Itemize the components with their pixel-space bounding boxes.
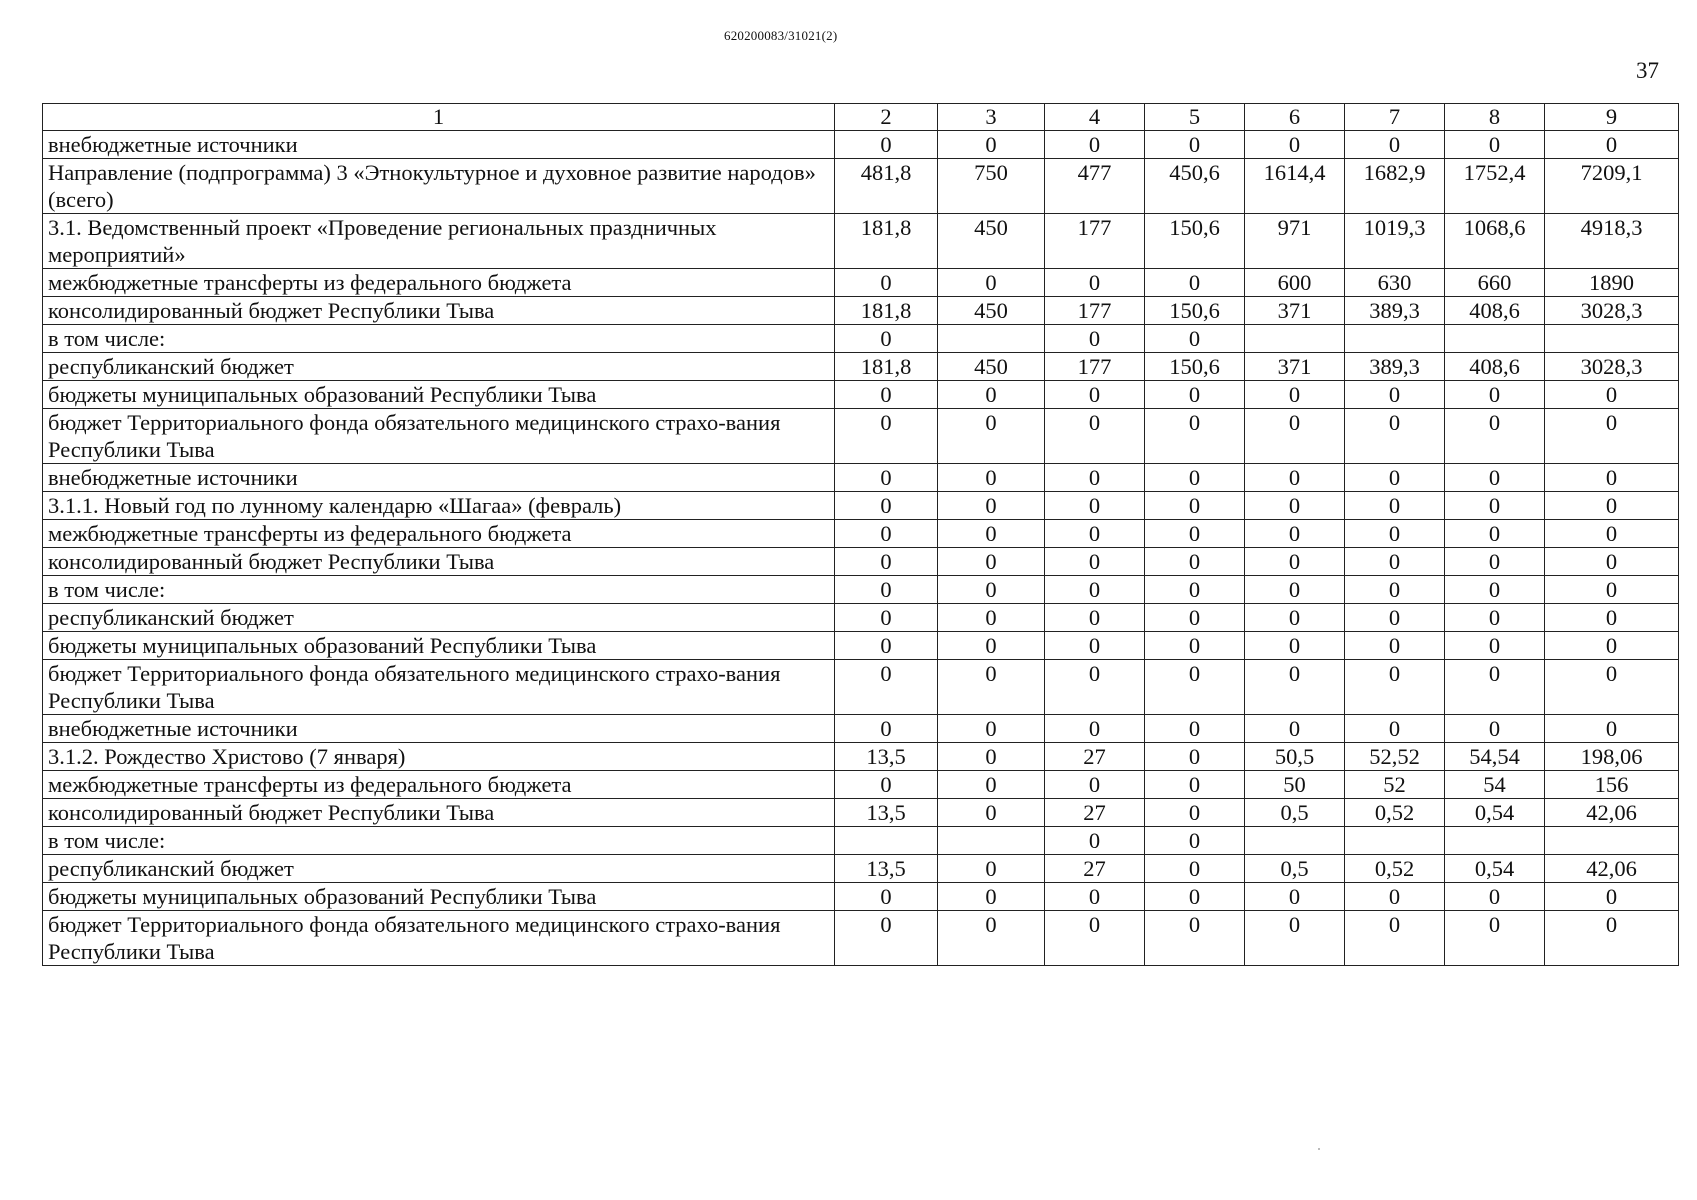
value-cell: 0 bbox=[835, 576, 938, 604]
value-cell: 389,3 bbox=[1345, 353, 1445, 381]
value-cell: 0 bbox=[1445, 131, 1545, 159]
header-cell: 6 bbox=[1245, 104, 1345, 131]
value-cell: 0 bbox=[1245, 409, 1345, 464]
value-cell bbox=[1545, 827, 1679, 855]
value-cell: 0 bbox=[1145, 548, 1245, 576]
value-cell: 0 bbox=[835, 269, 938, 297]
value-cell: 0 bbox=[835, 548, 938, 576]
row-label: республиканский бюджет bbox=[43, 353, 835, 381]
value-cell: 0 bbox=[1245, 464, 1345, 492]
table-row bbox=[43, 464, 1679, 492]
value-cell: 0 bbox=[1545, 632, 1679, 660]
value-cell: 0 bbox=[938, 131, 1045, 159]
table-row bbox=[43, 325, 1679, 353]
row-label: Направление (подпрограмма) 3 «Этнокультурное и духовное развитие народов» (всего) bbox=[43, 159, 835, 214]
value-cell: 181,8 bbox=[835, 353, 938, 381]
table-row bbox=[43, 381, 1679, 409]
value-cell: 0 bbox=[835, 520, 938, 548]
value-cell: 0 bbox=[1545, 715, 1679, 743]
row-label: внебюджетные источники bbox=[43, 464, 835, 492]
header-cell: 7 bbox=[1345, 104, 1445, 131]
value-cell: 0 bbox=[1145, 799, 1245, 827]
value-cell: 13,5 bbox=[835, 855, 938, 883]
value-cell: 0 bbox=[938, 743, 1045, 771]
value-cell: 0 bbox=[1345, 520, 1445, 548]
value-cell: 0 bbox=[938, 576, 1045, 604]
scan-speck bbox=[1318, 1148, 1320, 1150]
value-cell: 0 bbox=[1045, 911, 1145, 966]
table-row bbox=[43, 827, 1679, 855]
table-row bbox=[43, 297, 1679, 325]
value-cell: 0 bbox=[1045, 576, 1145, 604]
table-row bbox=[43, 576, 1679, 604]
value-cell: 0 bbox=[835, 660, 938, 715]
value-cell: 660 bbox=[1445, 269, 1545, 297]
header-cell: 1 bbox=[43, 104, 835, 131]
value-cell: 0 bbox=[1445, 548, 1545, 576]
row-label: межбюджетные трансферты из федерального бюджета bbox=[43, 771, 835, 799]
value-cell: 181,8 bbox=[835, 214, 938, 269]
value-cell: 0 bbox=[1345, 576, 1445, 604]
value-cell: 0 bbox=[1545, 883, 1679, 911]
value-cell: 52 bbox=[1345, 771, 1445, 799]
value-cell: 0 bbox=[938, 799, 1045, 827]
value-cell: 371 bbox=[1245, 297, 1345, 325]
value-cell: 0 bbox=[1145, 492, 1245, 520]
value-cell: 3028,3 bbox=[1545, 297, 1679, 325]
value-cell: 50 bbox=[1245, 771, 1345, 799]
page-number: 37 bbox=[1636, 58, 1659, 83]
value-cell: 600 bbox=[1245, 269, 1345, 297]
value-cell: 0 bbox=[1145, 269, 1245, 297]
value-cell: 0 bbox=[1545, 464, 1679, 492]
value-cell: 0 bbox=[1145, 604, 1245, 632]
value-cell: 0 bbox=[1045, 325, 1145, 353]
value-cell: 0 bbox=[1145, 855, 1245, 883]
value-cell: 0 bbox=[1445, 409, 1545, 464]
value-cell: 0 bbox=[1245, 131, 1345, 159]
value-cell: 150,6 bbox=[1145, 353, 1245, 381]
value-cell bbox=[1245, 325, 1345, 353]
value-cell: 0 bbox=[1045, 492, 1145, 520]
row-label: бюджеты муниципальных образований Республики Тыва bbox=[43, 381, 835, 409]
value-cell: 0 bbox=[1145, 883, 1245, 911]
value-cell: 0 bbox=[938, 604, 1045, 632]
value-cell: 50,5 bbox=[1245, 743, 1345, 771]
value-cell: 0 bbox=[835, 911, 938, 966]
value-cell: 0 bbox=[835, 464, 938, 492]
value-cell: 408,6 bbox=[1445, 297, 1545, 325]
value-cell: 0 bbox=[938, 771, 1045, 799]
table-row bbox=[43, 159, 1679, 214]
value-cell: 52,52 bbox=[1345, 743, 1445, 771]
row-label: бюджеты муниципальных образований Республики Тыва bbox=[43, 632, 835, 660]
value-cell: 408,6 bbox=[1445, 353, 1545, 381]
value-cell: 42,06 bbox=[1545, 855, 1679, 883]
value-cell: 0 bbox=[1345, 911, 1445, 966]
value-cell: 0 bbox=[1145, 771, 1245, 799]
table-row bbox=[43, 604, 1679, 632]
value-cell: 0 bbox=[1545, 131, 1679, 159]
value-cell: 0 bbox=[1145, 464, 1245, 492]
row-label: бюджет Территориального фонда обязательного медицинского страхо-вания Республики Тыва bbox=[43, 911, 835, 966]
value-cell: 481,8 bbox=[835, 159, 938, 214]
value-cell: 1890 bbox=[1545, 269, 1679, 297]
value-cell: 750 bbox=[938, 159, 1045, 214]
row-label: консолидированный бюджет Республики Тыва bbox=[43, 548, 835, 576]
value-cell: 0 bbox=[938, 911, 1045, 966]
value-cell: 0 bbox=[1545, 548, 1679, 576]
row-label: в том числе: bbox=[43, 576, 835, 604]
table-row bbox=[43, 409, 1679, 464]
value-cell: 0 bbox=[835, 492, 938, 520]
value-cell: 0 bbox=[1145, 576, 1245, 604]
value-cell: 0 bbox=[1445, 715, 1545, 743]
table-row bbox=[43, 799, 1679, 827]
value-cell: 0 bbox=[835, 381, 938, 409]
value-cell: 0 bbox=[938, 381, 1045, 409]
value-cell: 0 bbox=[835, 325, 938, 353]
value-cell bbox=[835, 827, 938, 855]
value-cell bbox=[1445, 827, 1545, 855]
value-cell: 0 bbox=[1545, 911, 1679, 966]
value-cell: 0,52 bbox=[1345, 799, 1445, 827]
table-row bbox=[43, 632, 1679, 660]
value-cell bbox=[938, 325, 1045, 353]
value-cell: 0 bbox=[1245, 632, 1345, 660]
value-cell: 27 bbox=[1045, 743, 1145, 771]
value-cell: 0 bbox=[1145, 632, 1245, 660]
value-cell: 0 bbox=[1345, 492, 1445, 520]
value-cell: 0 bbox=[1345, 409, 1445, 464]
value-cell: 0 bbox=[938, 883, 1045, 911]
row-label: межбюджетные трансферты из федерального бюджета bbox=[43, 520, 835, 548]
budget-table bbox=[42, 103, 1679, 966]
header-cell: 8 bbox=[1445, 104, 1545, 131]
value-cell: 0 bbox=[1545, 409, 1679, 464]
table-row bbox=[43, 883, 1679, 911]
value-cell: 450 bbox=[938, 214, 1045, 269]
value-cell: 1068,6 bbox=[1445, 214, 1545, 269]
row-label: в том числе: bbox=[43, 325, 835, 353]
value-cell: 0 bbox=[1445, 464, 1545, 492]
value-cell: 0 bbox=[1445, 883, 1545, 911]
value-cell: 0 bbox=[938, 855, 1045, 883]
value-cell: 0 bbox=[1245, 576, 1345, 604]
table-row bbox=[43, 855, 1679, 883]
value-cell: 0 bbox=[1045, 548, 1145, 576]
value-cell: 177 bbox=[1045, 353, 1145, 381]
value-cell: 389,3 bbox=[1345, 297, 1445, 325]
table-row bbox=[43, 743, 1679, 771]
value-cell: 198,06 bbox=[1545, 743, 1679, 771]
value-cell: 0 bbox=[1245, 604, 1345, 632]
header-cell: 2 bbox=[835, 104, 938, 131]
value-cell: 0 bbox=[1045, 381, 1145, 409]
value-cell bbox=[1345, 827, 1445, 855]
value-cell: 177 bbox=[1045, 214, 1145, 269]
row-label: бюджет Территориального фонда обязательного медицинского страхо-вания Республики Тыва bbox=[43, 660, 835, 715]
value-cell: 0 bbox=[1045, 883, 1145, 911]
value-cell: 0 bbox=[1245, 883, 1345, 911]
value-cell: 0 bbox=[938, 632, 1045, 660]
value-cell: 0 bbox=[1345, 381, 1445, 409]
header-cell: 9 bbox=[1545, 104, 1679, 131]
value-cell: 0 bbox=[1345, 632, 1445, 660]
value-cell: 0 bbox=[1445, 911, 1545, 966]
value-cell: 0 bbox=[938, 715, 1045, 743]
value-cell: 0 bbox=[938, 660, 1045, 715]
table-row bbox=[43, 548, 1679, 576]
value-cell: 0 bbox=[1545, 520, 1679, 548]
table-row bbox=[43, 771, 1679, 799]
value-cell: 0 bbox=[1045, 520, 1145, 548]
value-cell: 0 bbox=[1545, 381, 1679, 409]
value-cell: 181,8 bbox=[835, 297, 938, 325]
row-label: 3.1.1. Новый год по лунному календарю «Шагаа» (февраль) bbox=[43, 492, 835, 520]
table-header-row bbox=[43, 104, 1679, 131]
value-cell: 27 bbox=[1045, 799, 1145, 827]
value-cell: 0 bbox=[1045, 660, 1145, 715]
value-cell: 477 bbox=[1045, 159, 1145, 214]
value-cell: 177 bbox=[1045, 297, 1145, 325]
value-cell: 0 bbox=[1145, 715, 1245, 743]
value-cell: 0,5 bbox=[1245, 799, 1345, 827]
row-label: 3.1.2. Рождество Христово (7 января) bbox=[43, 743, 835, 771]
value-cell: 0 bbox=[1045, 604, 1145, 632]
value-cell: 7209,1 bbox=[1545, 159, 1679, 214]
value-cell: 1614,4 bbox=[1245, 159, 1345, 214]
value-cell: 450 bbox=[938, 353, 1045, 381]
value-cell: 0 bbox=[835, 883, 938, 911]
value-cell: 0 bbox=[1545, 576, 1679, 604]
value-cell: 0 bbox=[1245, 381, 1345, 409]
row-label: консолидированный бюджет Республики Тыва bbox=[43, 297, 835, 325]
value-cell: 4918,3 bbox=[1545, 214, 1679, 269]
table-row bbox=[43, 214, 1679, 269]
table-row bbox=[43, 131, 1679, 159]
value-cell: 1752,4 bbox=[1445, 159, 1545, 214]
value-cell: 450,6 bbox=[1145, 159, 1245, 214]
value-cell: 0 bbox=[938, 520, 1045, 548]
row-label: 3.1. Ведомственный проект «Проведение региональных праздничных мероприятий» bbox=[43, 214, 835, 269]
value-cell: 0 bbox=[1045, 269, 1145, 297]
value-cell: 0 bbox=[938, 548, 1045, 576]
header-cell: 4 bbox=[1045, 104, 1145, 131]
value-cell: 0,5 bbox=[1245, 855, 1345, 883]
value-cell: 1682,9 bbox=[1345, 159, 1445, 214]
value-cell: 3028,3 bbox=[1545, 353, 1679, 381]
header-cell: 5 bbox=[1145, 104, 1245, 131]
value-cell bbox=[1245, 827, 1345, 855]
value-cell: 0 bbox=[1145, 911, 1245, 966]
value-cell: 0 bbox=[1145, 827, 1245, 855]
value-cell: 0 bbox=[1145, 409, 1245, 464]
value-cell: 0 bbox=[835, 715, 938, 743]
value-cell: 0 bbox=[835, 632, 938, 660]
value-cell: 0 bbox=[835, 131, 938, 159]
value-cell: 156 bbox=[1545, 771, 1679, 799]
value-cell: 0 bbox=[938, 464, 1045, 492]
value-cell: 0 bbox=[1445, 604, 1545, 632]
value-cell: 0 bbox=[1245, 715, 1345, 743]
header-cell: 3 bbox=[938, 104, 1045, 131]
value-cell: 0 bbox=[1445, 660, 1545, 715]
value-cell: 0 bbox=[1245, 660, 1345, 715]
value-cell bbox=[1445, 325, 1545, 353]
value-cell: 0 bbox=[1445, 576, 1545, 604]
table-row bbox=[43, 911, 1679, 966]
value-cell: 0 bbox=[835, 771, 938, 799]
value-cell: 42,06 bbox=[1545, 799, 1679, 827]
value-cell: 0 bbox=[1345, 883, 1445, 911]
row-label: консолидированный бюджет Республики Тыва bbox=[43, 799, 835, 827]
value-cell: 54 bbox=[1445, 771, 1545, 799]
value-cell: 0 bbox=[1245, 520, 1345, 548]
value-cell: 0 bbox=[1345, 131, 1445, 159]
value-cell: 0,54 bbox=[1445, 799, 1545, 827]
value-cell: 0 bbox=[1345, 660, 1445, 715]
value-cell: 450 bbox=[938, 297, 1045, 325]
value-cell: 13,5 bbox=[835, 799, 938, 827]
value-cell: 971 bbox=[1245, 214, 1345, 269]
table-row bbox=[43, 660, 1679, 715]
table-row bbox=[43, 715, 1679, 743]
value-cell: 0 bbox=[1445, 381, 1545, 409]
table-row bbox=[43, 520, 1679, 548]
value-cell: 0,52 bbox=[1345, 855, 1445, 883]
value-cell: 0 bbox=[1345, 548, 1445, 576]
value-cell: 0 bbox=[1045, 771, 1145, 799]
value-cell: 0 bbox=[1145, 381, 1245, 409]
value-cell: 150,6 bbox=[1145, 214, 1245, 269]
value-cell: 0 bbox=[1145, 131, 1245, 159]
value-cell: 0 bbox=[1045, 715, 1145, 743]
value-cell: 13,5 bbox=[835, 743, 938, 771]
value-cell: 0 bbox=[1445, 520, 1545, 548]
value-cell: 0 bbox=[1045, 827, 1145, 855]
value-cell: 0 bbox=[1345, 715, 1445, 743]
value-cell: 0 bbox=[1345, 604, 1445, 632]
row-label: бюджеты муниципальных образований Республики Тыва bbox=[43, 883, 835, 911]
document-code: 620200083/31021(2) bbox=[724, 28, 838, 43]
value-cell: 0 bbox=[1045, 632, 1145, 660]
value-cell: 0 bbox=[1545, 660, 1679, 715]
value-cell: 0 bbox=[835, 604, 938, 632]
value-cell: 0 bbox=[1345, 464, 1445, 492]
value-cell: 0 bbox=[1545, 604, 1679, 632]
value-cell: 630 bbox=[1345, 269, 1445, 297]
row-label: межбюджетные трансферты из федерального бюджета bbox=[43, 269, 835, 297]
table-row bbox=[43, 353, 1679, 381]
value-cell: 0 bbox=[1145, 325, 1245, 353]
row-label: внебюджетные источники bbox=[43, 715, 835, 743]
value-cell: 0 bbox=[1445, 632, 1545, 660]
value-cell: 0 bbox=[1145, 743, 1245, 771]
value-cell bbox=[1545, 325, 1679, 353]
value-cell: 0 bbox=[1445, 492, 1545, 520]
row-label: республиканский бюджет bbox=[43, 604, 835, 632]
value-cell: 0 bbox=[938, 269, 1045, 297]
table-row bbox=[43, 269, 1679, 297]
value-cell: 0 bbox=[1145, 520, 1245, 548]
value-cell: 0 bbox=[1045, 131, 1145, 159]
row-label: бюджет Территориального фонда обязательного медицинского страхо-вания Республики Тыва bbox=[43, 409, 835, 464]
value-cell: 0 bbox=[1045, 409, 1145, 464]
value-cell: 0,54 bbox=[1445, 855, 1545, 883]
table-row bbox=[43, 492, 1679, 520]
value-cell: 27 bbox=[1045, 855, 1145, 883]
value-cell: 0 bbox=[938, 492, 1045, 520]
value-cell: 0 bbox=[1145, 660, 1245, 715]
value-cell: 0 bbox=[1245, 911, 1345, 966]
row-label: республиканский бюджет bbox=[43, 855, 835, 883]
value-cell: 0 bbox=[835, 409, 938, 464]
value-cell: 371 bbox=[1245, 353, 1345, 381]
value-cell: 0 bbox=[1045, 464, 1145, 492]
table-body bbox=[43, 104, 1679, 966]
row-label: в том числе: bbox=[43, 827, 835, 855]
value-cell: 0 bbox=[1245, 492, 1345, 520]
value-cell bbox=[938, 827, 1045, 855]
value-cell: 54,54 bbox=[1445, 743, 1545, 771]
value-cell: 150,6 bbox=[1145, 297, 1245, 325]
value-cell: 1019,3 bbox=[1345, 214, 1445, 269]
value-cell: 0 bbox=[938, 409, 1045, 464]
value-cell bbox=[1345, 325, 1445, 353]
value-cell: 0 bbox=[1545, 492, 1679, 520]
row-label: внебюджетные источники bbox=[43, 131, 835, 159]
value-cell: 0 bbox=[1245, 548, 1345, 576]
